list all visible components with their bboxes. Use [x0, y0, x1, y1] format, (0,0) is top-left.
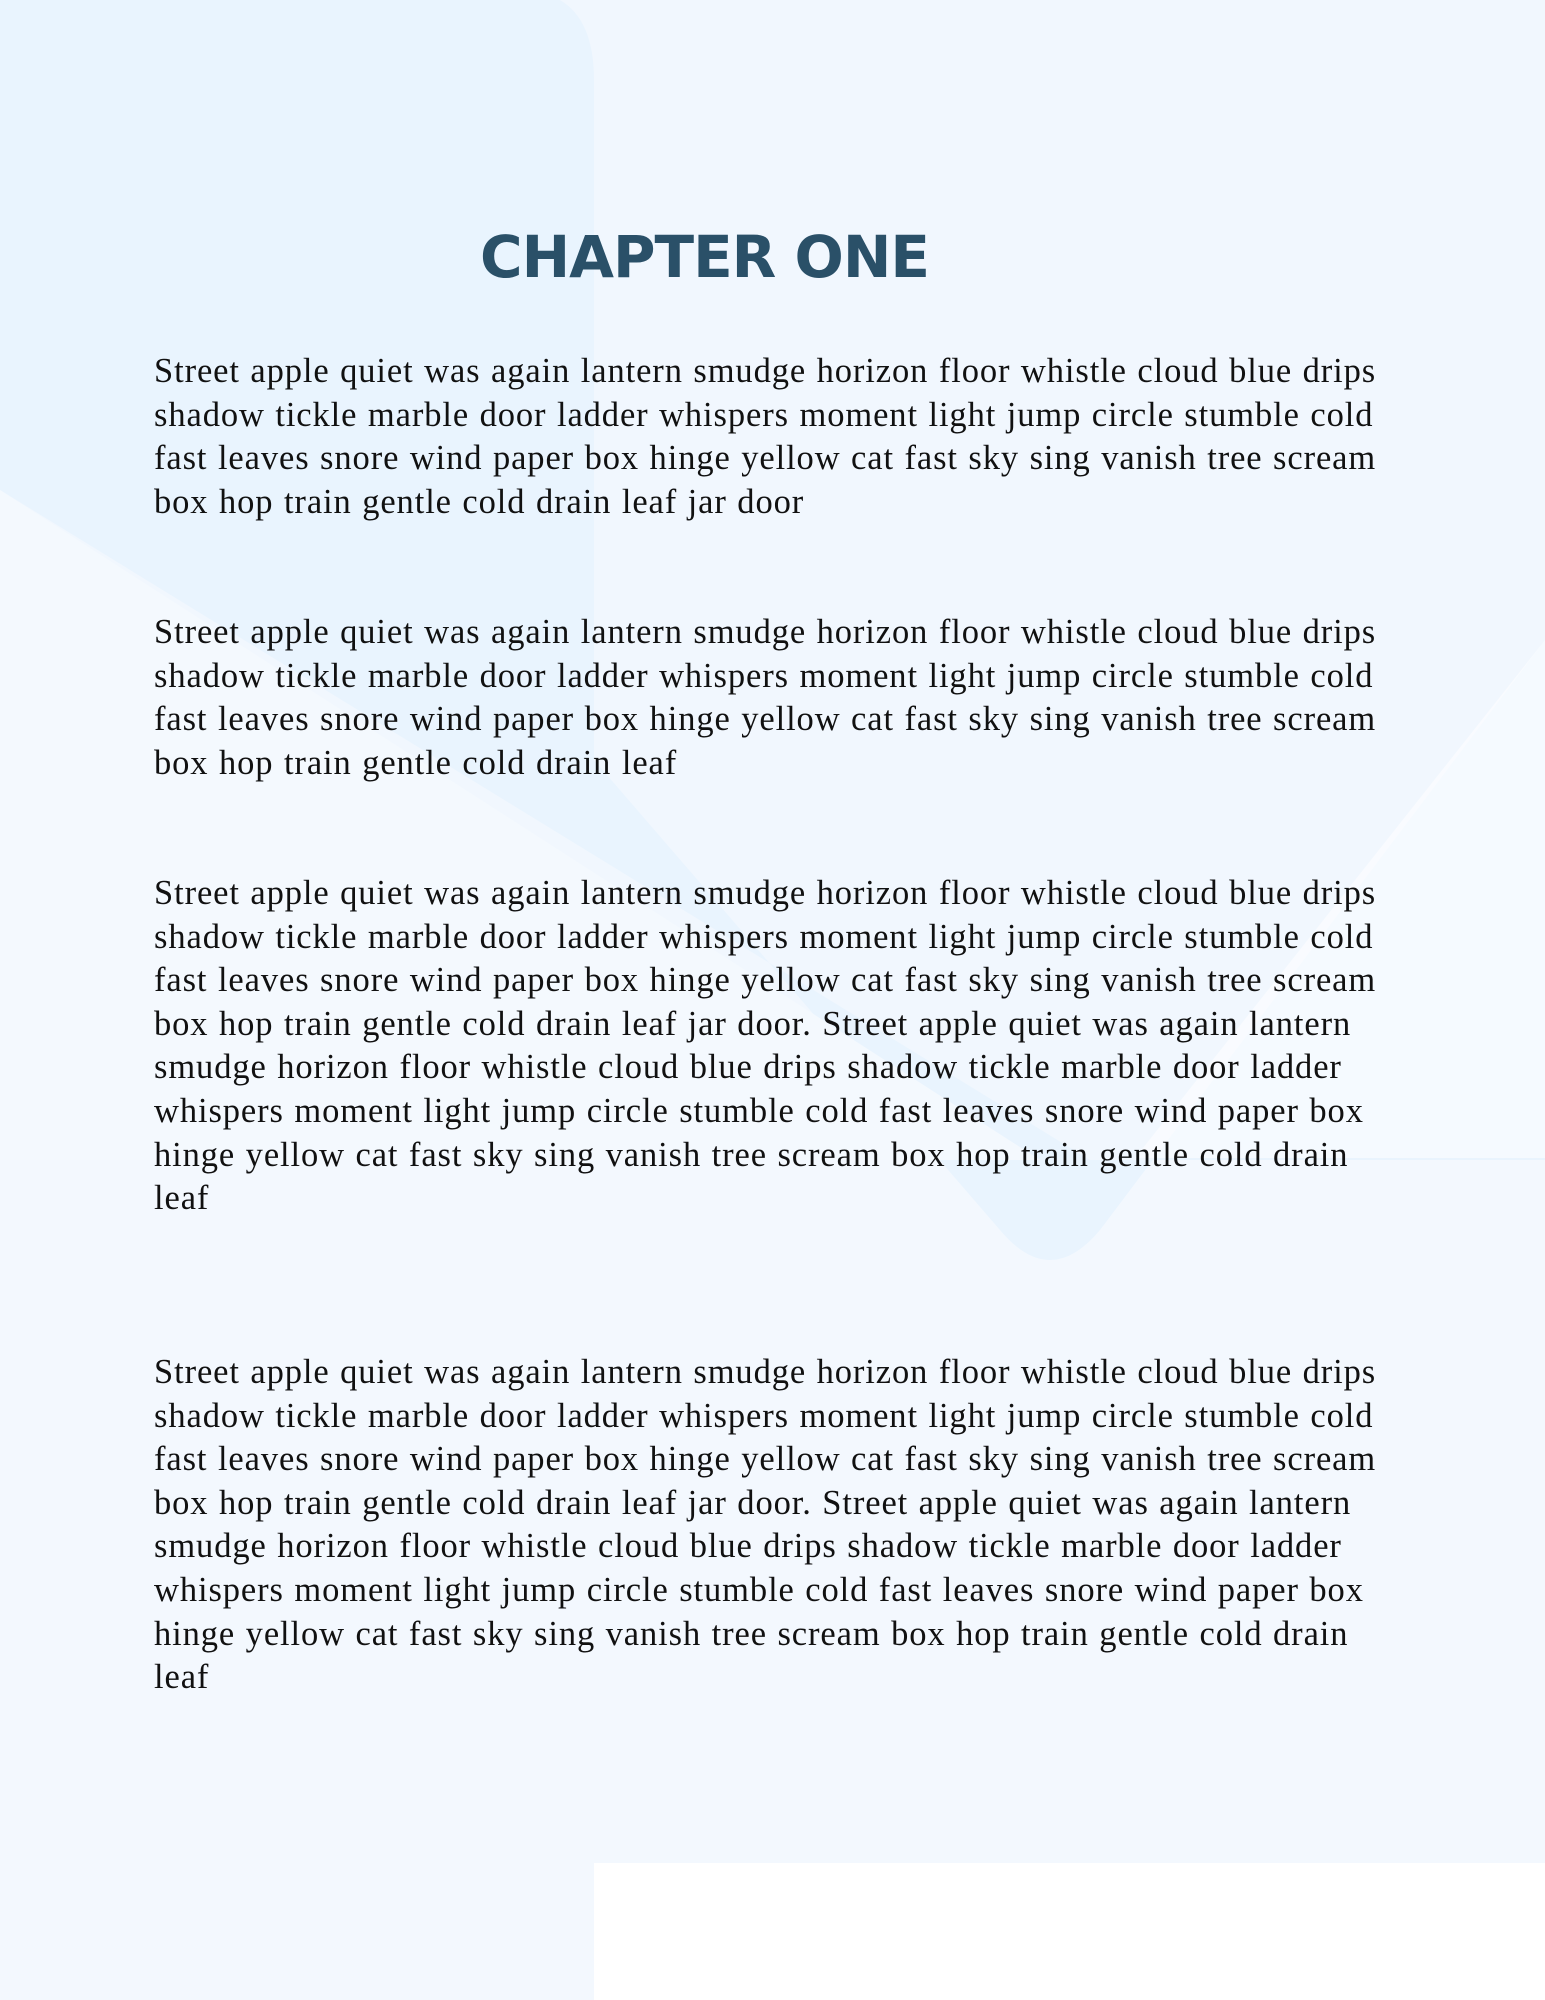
paragraph-4: Street apple quiet was again lantern smudge horizon floor whistle cloud blue drips shadow tickle marble door ladder whispers moment light jump circle stumble cold fast leaves snore wind paper box hinge yellow cat fast sky sing vanish tree scream box hop train gentle cold drain leaf jar door. Street apple quiet was again lantern smudge horizon floor whistle cloud blue drips shadow tickle marble door ladder whispers moment light jump circle stumble cold fast leaves snore wind paper box hinge yellow cat fast sky sing vanish tree scream box hop train gentle cold drain leaf: [154, 1353, 1377, 1697]
paragraph-3: Street apple quiet was again lantern smudge horizon floor whistle cloud blue drips shadow tickle marble door ladder whispers moment light jump circle stumble cold fast leaves snore wind paper box hinge yellow cat fast sky sing vanish tree scream box hop train gentle cold drain leaf jar door. Street apple quiet was again lantern smudge horizon floor whistle cloud blue drips shadow tickle marble door ladder whispers moment light jump circle stumble cold fast leaves snore wind paper box hinge yellow cat fast sky sing vanish tree scream box hop train gentle cold drain leaf: [154, 874, 1377, 1218]
background-corner-white: [594, 1863, 1545, 2000]
chapter-title: CHAPTER ONE: [480, 223, 930, 291]
paragraph-1: Street apple quiet was again lantern smudge horizon floor whistle cloud blue drips shadow tickle marble door ladder whispers moment light jump circle stumble cold fast leaves snore wind paper box hinge yellow cat fast sky sing vanish tree scream box hop train gentle cold drain leaf jar door: [154, 352, 1377, 521]
paragraph-2: Street apple quiet was again lantern smudge horizon floor whistle cloud blue drips shadow tickle marble door ladder whispers moment light jump circle stumble cold fast leaves snore wind paper box hinge yellow cat fast sky sing vanish tree scream box hop train gentle cold drain leaf: [154, 613, 1377, 782]
